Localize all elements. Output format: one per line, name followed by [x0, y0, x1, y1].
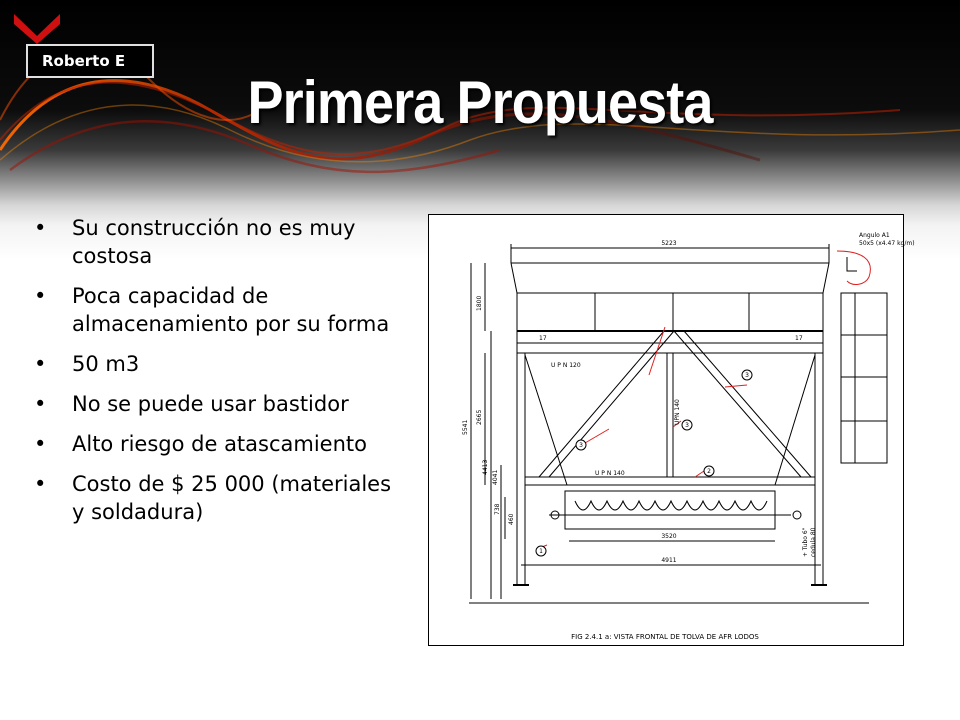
- drawing-caption: FIG 2.4.1 a: VISTA FRONTAL DE TOLVA DE AFR LODOS: [571, 633, 759, 641]
- svg-text:UPN 140: UPN 140: [674, 399, 681, 425]
- dim-17-right: 17: [795, 335, 803, 342]
- bullet-item: • 50 m3: [34, 352, 140, 376]
- dim-bottom: 4911: [661, 557, 677, 564]
- bullet-dot-icon: •: [34, 352, 47, 376]
- bullet-item: • Alto riesgo de atascamiento: [34, 432, 367, 456]
- bullet-item: • No se puede usar bastidor: [34, 392, 349, 416]
- hopper-drawing-svg: [429, 215, 915, 647]
- bullet-dot-icon: •: [34, 432, 47, 456]
- bullet-item: • Poca capacidad de almacenamiento por su forma: [34, 284, 390, 336]
- bullet-dot-icon: •: [34, 472, 47, 496]
- svg-text:3: 3: [579, 442, 583, 449]
- svg-text:3: 3: [745, 372, 749, 379]
- dim-17-left: 17: [539, 335, 547, 342]
- slide-title: Primera Propuesta: [247, 69, 713, 136]
- bullet-list: [34, 214, 394, 538]
- angle-label-size: 50x5 (x4.47 kg/m): [859, 240, 915, 247]
- svg-text:460: 460: [508, 513, 515, 525]
- svg-text:2: 2: [707, 468, 711, 475]
- bullet-item: • Costo de $ 25 000 (materiales y soldadura): [34, 472, 392, 524]
- logo-chevron-icon: [14, 14, 60, 44]
- svg-text:1800: 1800: [476, 295, 483, 311]
- label-upn140: U P N 140: [595, 470, 625, 477]
- label-upn120: U P N 120: [551, 362, 581, 369]
- bullet-dot-icon: •: [34, 284, 47, 308]
- svg-text:4413: 4413: [482, 459, 489, 475]
- svg-text:4041: 4041: [492, 469, 499, 485]
- bullet-item: • Su construcción no es muy costosa: [34, 216, 356, 268]
- angle-label: Angulo A1: [859, 232, 890, 239]
- svg-text:+ Tubo 6": + Tubo 6": [802, 527, 809, 557]
- engineering-drawing: [428, 214, 915, 646]
- dim-screw: 3520: [661, 533, 677, 540]
- dim-top: 5223: [661, 240, 677, 247]
- svg-text:5541: 5541: [462, 419, 469, 435]
- presenter-name-badge: Roberto E: [26, 44, 154, 78]
- svg-text:3: 3: [685, 422, 689, 429]
- bullet-dot-icon: •: [34, 216, 47, 240]
- svg-text:738: 738: [494, 503, 501, 515]
- bullet-dot-icon: •: [34, 392, 47, 416]
- svg-text:cedula 80: cedula 80: [810, 527, 817, 557]
- svg-text:2665: 2665: [476, 409, 483, 425]
- svg-text:1: 1: [539, 548, 543, 555]
